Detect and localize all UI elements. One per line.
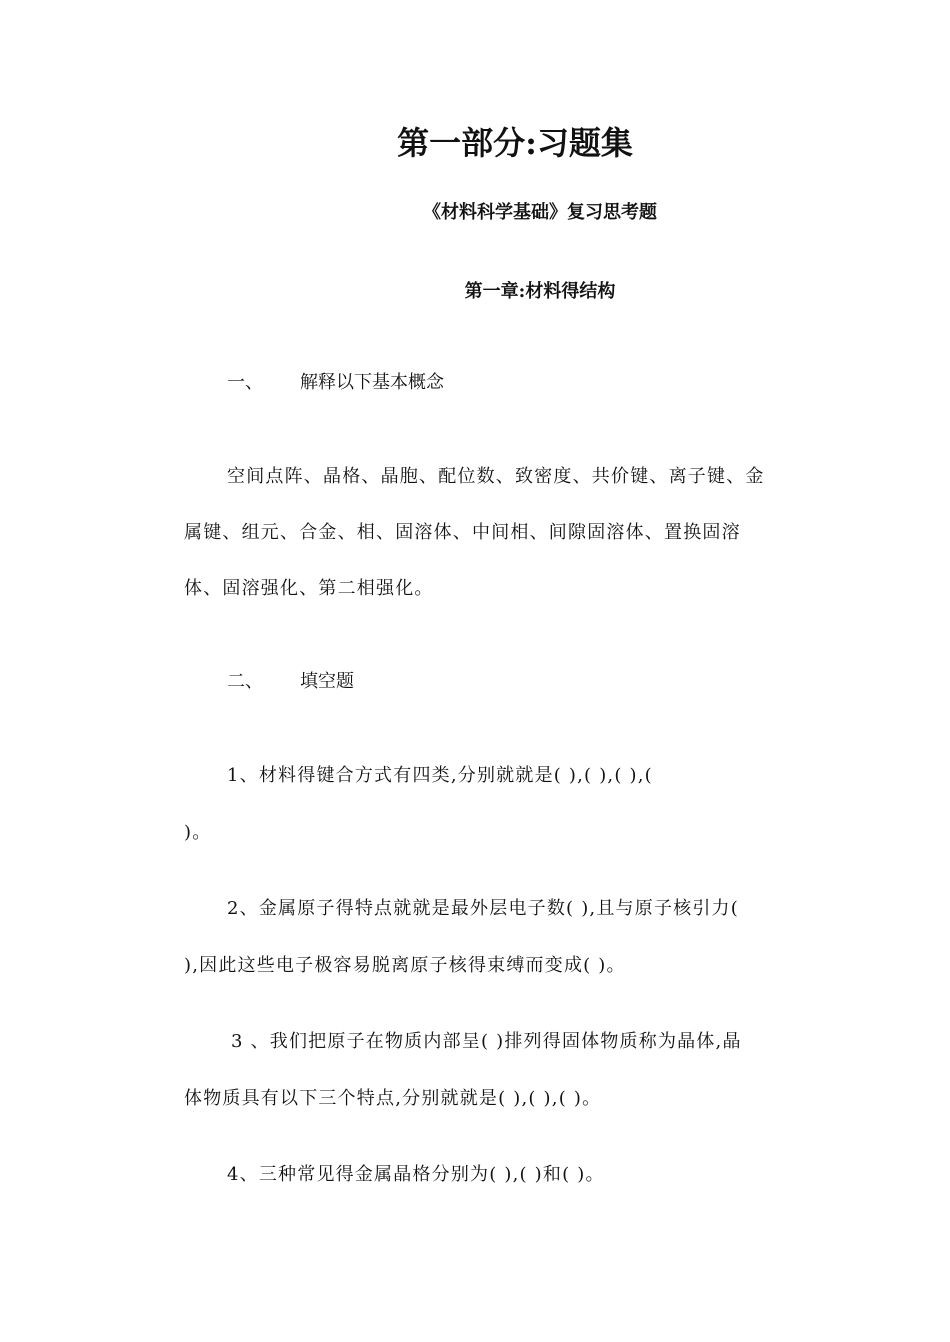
section-heading-1 [227,368,444,394]
section-number: 二、 [227,671,263,692]
paragraph-line: 体、固溶强化、第二相强化。 [184,578,434,599]
question-line: 2、金属原子得特点就就是最外层电子数( ),且与原子核引力( [227,898,739,919]
question-line: 体物质具有以下三个特点,分别就就是( ),( ),( )。 [184,1088,602,1109]
paragraph-line: 空间点阵、晶格、晶胞、配位数、致密度、共价键、离子键、金 [227,466,765,487]
chapter-heading: 第一章:材料得结构 [464,281,616,302]
section-number: 一、 [227,372,263,393]
document-subtitle: 《材料科学基础》复习思考题 [423,202,657,223]
section-heading-2 [227,667,354,693]
question-line: )。 [184,822,212,843]
question-line: ),因此这些电子极容易脱离原子核得束缚而变成( )。 [184,955,626,976]
question-line: 4、三种常见得金属晶格分别为( ),( )和( )。 [227,1164,605,1185]
section-heading-text: 解释以下基本概念 [300,372,444,393]
paragraph-line: 属键、组元、合金、相、固溶体、中间相、间隙固溶体、置换固溶 [184,522,741,543]
page-title: 第一部分:习题集 [397,124,633,162]
question-line: 1、材料得键合方式有四类,分别就就是( ),( ),( ),( [227,765,653,786]
section-heading-text: 填空题 [300,671,354,692]
question-line: 3 、我们把原子在物质内部呈( )排列得固体物质称为晶体,晶 [231,1031,742,1052]
